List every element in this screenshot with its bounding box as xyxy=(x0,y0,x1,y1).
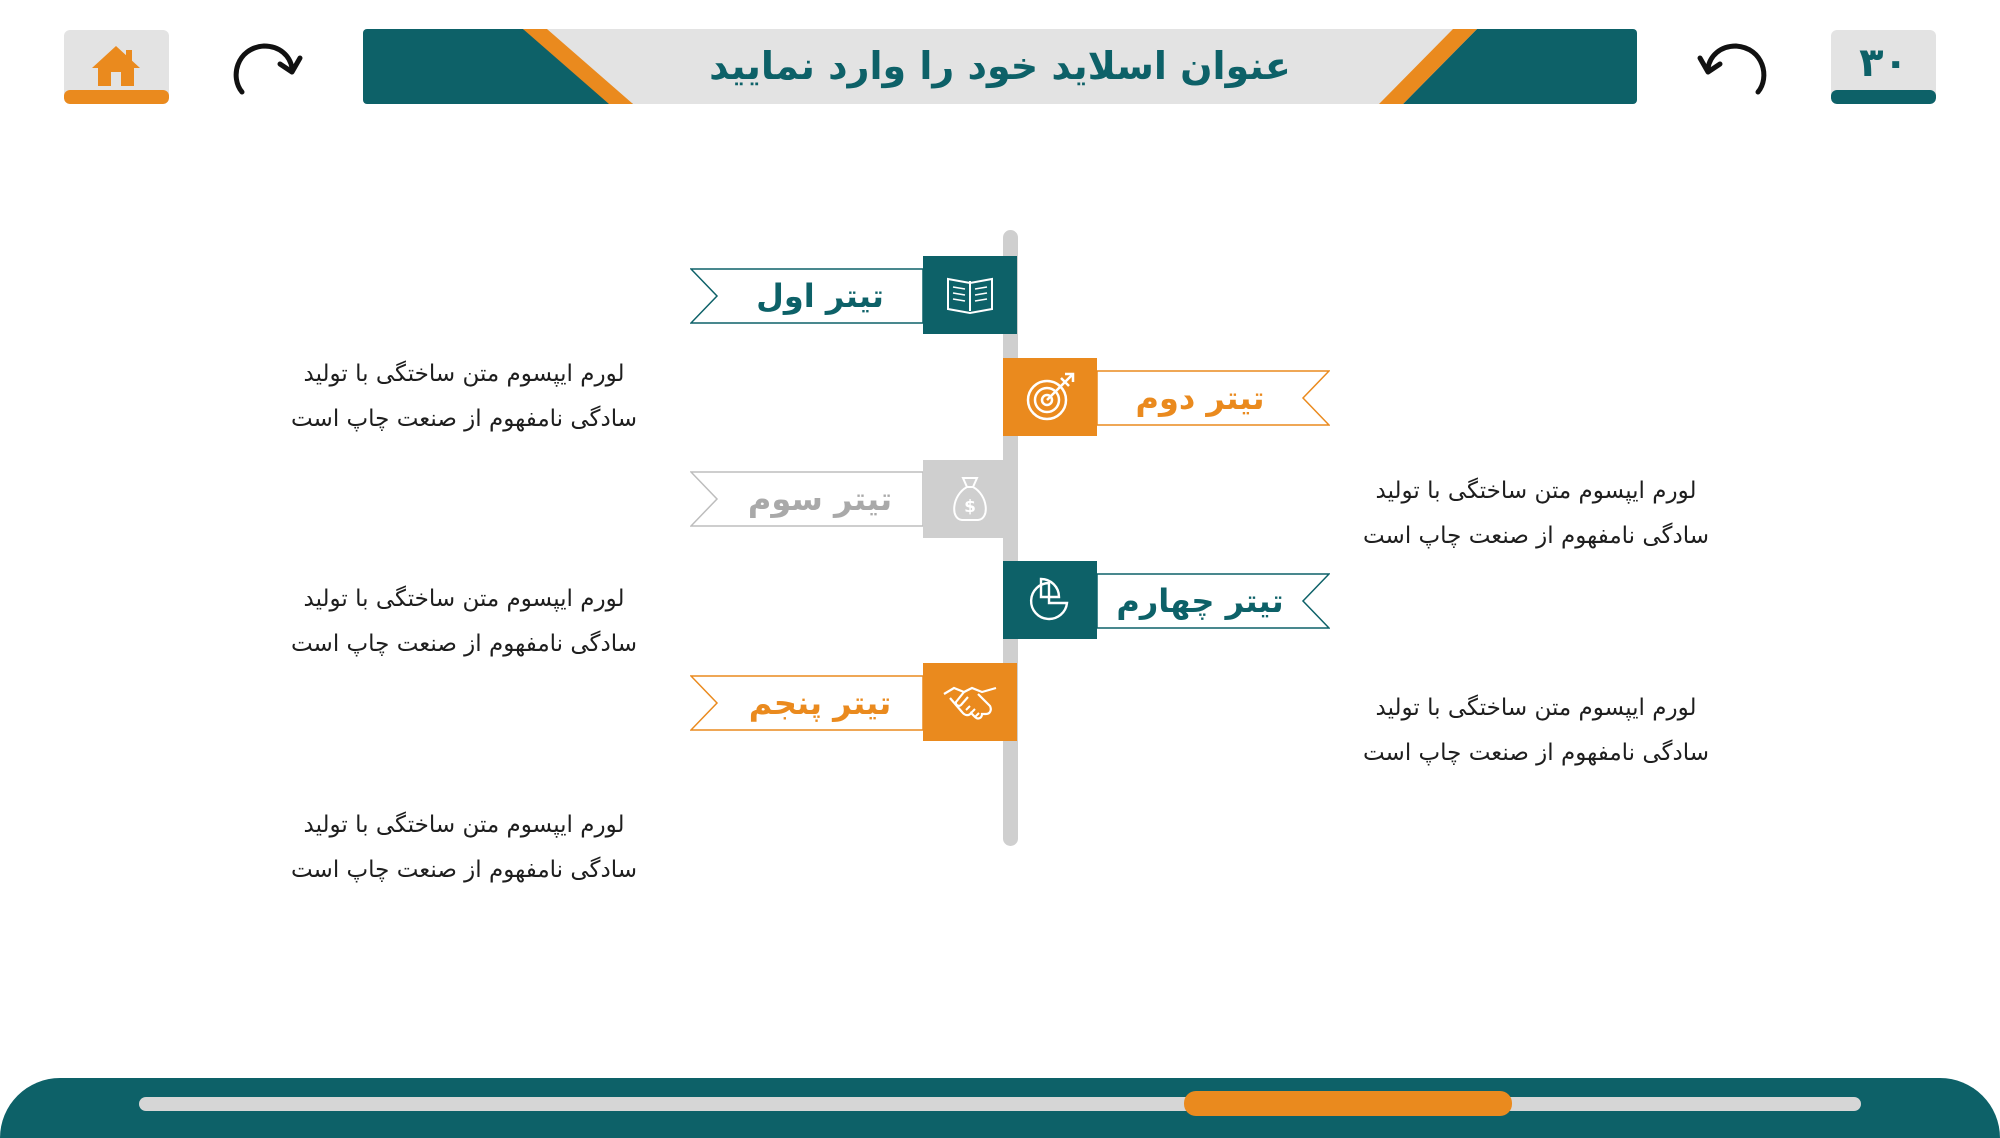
description-2 xyxy=(1326,469,1746,559)
target-icon xyxy=(1023,370,1077,424)
description-3-line-1: لورم ایپسوم متن ساختگی با تولید xyxy=(303,586,625,612)
description-5-line-1: لورم ایپسوم متن ساختگی با تولید xyxy=(303,812,625,838)
description-4 xyxy=(1326,686,1746,776)
timeline-banner-3 xyxy=(690,471,924,527)
page-number: ۳۰ xyxy=(1859,40,1908,86)
description-3-line-2: سادگی نامفهوم از صنعت چاپ است xyxy=(290,631,638,657)
description-4-line-2: سادگی نامفهوم از صنعت چاپ است xyxy=(1362,740,1710,766)
description-4-line-1: لورم ایپسوم متن ساختگی با تولید xyxy=(1375,695,1697,721)
slide-scrollbar-thumb[interactable] xyxy=(1184,1091,1512,1116)
money-bag-icon xyxy=(948,475,992,523)
description-3 xyxy=(254,577,674,667)
page-number-badge xyxy=(1831,30,1936,104)
timeline-title-2: تیتر دوم xyxy=(1135,379,1265,417)
timeline-icon-box-3 xyxy=(923,460,1017,538)
timeline-title-5: تیتر پنجم xyxy=(748,684,892,722)
timeline-icon-box-1 xyxy=(923,256,1017,334)
description-2-line-2: سادگی نامفهوم از صنعت چاپ است xyxy=(1362,523,1710,549)
page-badge-strip xyxy=(1831,90,1936,104)
undo-arrow-icon[interactable] xyxy=(1696,38,1772,98)
timeline-banner-1 xyxy=(690,268,924,324)
redo-arrow-icon[interactable] xyxy=(228,38,304,98)
home-icon xyxy=(90,44,142,88)
book-icon xyxy=(945,275,995,315)
timeline-icon-box-2 xyxy=(1003,358,1097,436)
description-5 xyxy=(254,803,674,893)
timeline-banner-2 xyxy=(1096,370,1330,426)
description-2-line-1: لورم ایپسوم متن ساختگی با تولید xyxy=(1375,478,1697,504)
timeline-icon-box-5 xyxy=(923,663,1017,741)
slide-scrollbar-track[interactable] xyxy=(139,1097,1861,1111)
slide-title: عنوان اسلاید خود را وارد نمایید xyxy=(709,44,1291,88)
timeline-title-3: تیتر سوم xyxy=(747,480,893,518)
timeline-banner-5 xyxy=(690,675,924,731)
title-banner xyxy=(363,29,1637,104)
home-button-strip xyxy=(64,90,169,104)
description-1 xyxy=(254,352,674,442)
timeline-banner-4 xyxy=(1096,573,1330,629)
description-5-line-2: سادگی نامفهوم از صنعت چاپ است xyxy=(290,857,638,883)
timeline-title-1: تیتر اول xyxy=(756,277,884,315)
description-1-line-2: سادگی نامفهوم از صنعت چاپ است xyxy=(290,406,638,432)
handshake-icon xyxy=(942,680,998,724)
timeline-title-4: تیتر چهارم xyxy=(1116,582,1284,620)
home-button[interactable] xyxy=(64,30,169,104)
timeline-icon-box-4 xyxy=(1003,561,1097,639)
description-1-line-1: لورم ایپسوم متن ساختگی با تولید xyxy=(303,361,625,387)
svg-text:$: $ xyxy=(964,497,976,517)
pie-chart-icon xyxy=(1027,577,1073,623)
